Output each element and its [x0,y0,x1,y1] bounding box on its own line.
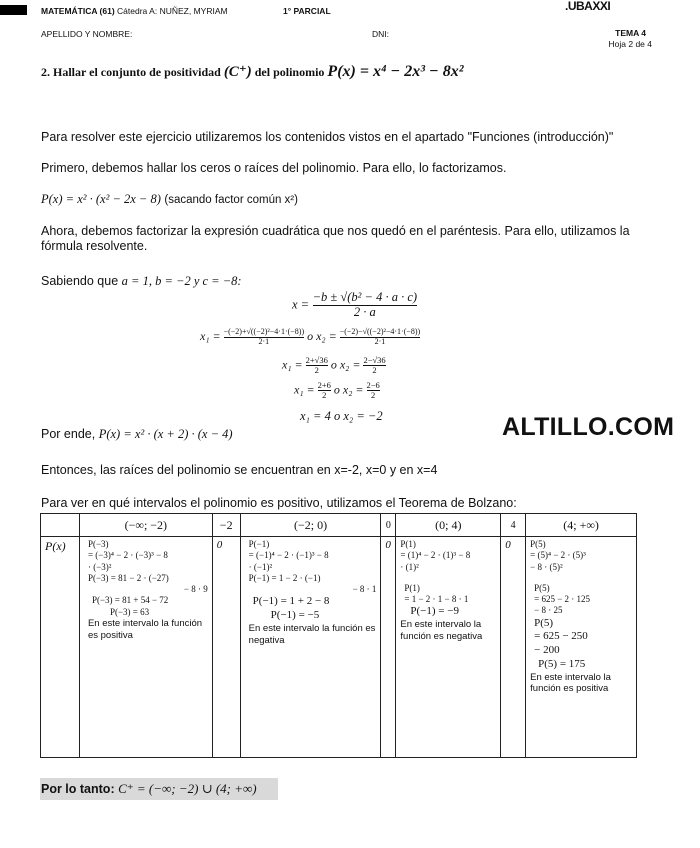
table-row [41,537,637,758]
l3-frac2 [363,356,385,376]
l2-frac1 [224,328,305,347]
knowing-text: Sabiendo que [41,274,119,288]
l2-n1: −(−2)+√((−2)²−4·1·(−8)) [223,327,305,336]
factor-math: P(x) = x² · (x² − 2x − 8) [41,192,161,206]
calc-line: P(−1) = −5 [270,609,320,621]
calc-line: · (−1)² [248,561,273,572]
interval-cell-2 [240,537,381,758]
formula-numerator: −b ± √(b² − 4 · a · c) [312,290,418,304]
calc-line: = (5)⁴ − 2 · (5)³ [530,550,586,561]
formula-lhs: x = [292,297,310,312]
calc-line: P(−1) = 1 + 2 − 8 [252,595,330,608]
calc-line: P(−3) = 81 + 54 − 72 [91,595,169,606]
calc-line: = (−1)⁴ − 2 · (−1)³ − 8 [248,550,329,561]
therefore-text: Por ende, [41,427,96,441]
l3-n1: 2+√36 [305,355,328,365]
calc-line: − 8 · 1 [352,584,377,594]
zero-cell: 0 [501,537,526,758]
l3-x1: x₁ = [282,357,303,372]
conclusion-label: Por lo tanto: [41,782,115,796]
calc-line: = 625 − 2 · 125 [534,594,591,604]
l2-frac2 [340,328,421,347]
interval-cell-4 [526,537,637,758]
therefore-math: P(x) = x² · (x + 2) · (x − 4) [98,427,233,441]
header-cell: (0; 4) [396,514,501,537]
calc-line: − 8 · (5)² [530,561,563,572]
calc-line: P(−3) [87,539,109,549]
calc-line: = (1)⁴ − 2 · (1)³ − 8 [400,550,471,561]
calc-line: P(5) [534,582,550,593]
l2-x1: x₁ = [200,329,221,344]
dni-label: DNI: [372,29,389,39]
paragraph-first: Primero, debemos hallar los ceros o raíces del polinomio. Para ello, lo factorizamos. [41,161,507,175]
header-cell: 4 [501,514,526,537]
exam-title: 1° PARCIAL [283,6,331,16]
header-cell: (4; +∞) [526,514,637,537]
calc-line: · (−3)² [87,561,112,572]
paragraph-quadratic: Ahora, debemos factorizar la expresión cuadrática que nos quedó en el paréntesis. Para ello, utilizamos la fórmula resolvente. [41,224,630,253]
zero-cell: 0 [212,537,240,758]
calc-line: = 1 − 2 · 1 − 8 · 1 [404,594,469,604]
name-label: APELLIDO Y NOMBRE: [41,29,133,39]
l3-frac1 [306,356,328,376]
l3-d1: 2 [306,365,328,375]
header-cell: 0 [381,514,396,537]
formula-line-5: x₁ = 4 o x₂ = −2 [300,409,383,423]
l4-x1: x₁ = [294,382,315,397]
l2-or: o x₂ = [307,329,337,344]
paragraph-bolzano: Para ver en qué intervalos el polinomio es positivo, utilizamos el Teorema de Bolzano: [41,496,517,510]
problem-cplus: (C⁺) [223,64,252,80]
row-label: P(x) [41,537,80,758]
header-cell [41,514,80,537]
header-black-bar [0,5,27,15]
interval-note: En este intervalo la función es positiva [87,617,203,641]
l4-or: o x₂ = [333,382,364,397]
tema-label: TEMA 4 [615,28,646,38]
calc-line: P(5) [530,539,546,549]
calc-line: P(1) [404,582,420,593]
l3-n2: 2−√36 [363,355,386,365]
hoja-label: Hoja 2 de 4 [608,39,652,49]
paragraph-knowing [41,274,242,289]
l2-d2: 2·1 [340,337,421,347]
l4-d1: 2 [318,390,331,400]
calc-line: P(−1) [248,539,270,549]
calc-line: − 8 · 9 [183,584,208,594]
problem-poly: P(x) = x⁴ − 2x³ − 8x² [327,63,464,80]
interval-note: En este intervalo la función es positiva [530,671,611,695]
l4-n2: 2−6 [366,380,380,390]
header-cell: −2 [212,514,240,537]
formula-denominator: 2 · a [313,305,417,320]
l3-or: o x₂ = [330,357,361,372]
calc-line: P(−3) = 63 [109,606,150,617]
calc-line: − 200 [534,644,560,656]
interval-cell-1 [79,537,212,758]
problem-mid: del polinomio [254,65,325,79]
paragraph-therefore [41,427,233,442]
header-cell: (−2; 0) [240,514,381,537]
zero-cell: 0 [381,537,396,758]
problem-text: 2. Hallar el conjunto de positividad [41,65,221,79]
subject: MATEMÁTICA (61) [41,6,115,16]
l4-d2: 2 [367,390,380,400]
calc-line: · (1)² [400,561,419,572]
conclusion [41,781,257,797]
formula-fraction [313,291,417,320]
conclusion-math: C⁺ = (−∞; −2) ∪ (4; +∞) [118,781,257,796]
calc-line: P(5) = 175 [538,657,586,670]
factor-text: (sacando factor común x²) [164,194,298,206]
calc-line: = 625 − 250 [534,630,588,643]
calc-line: P(1) [400,539,416,549]
formula-line-3 [282,356,386,376]
calc-line: P(−3) = 81 − 2 · (−27) [87,572,169,583]
paragraph-intro: Para resolver este ejercicio utilizaremos los contenidos vistos en el apartado "Funciones (introducción)" [41,130,614,144]
l2-d1: 2·1 [224,337,305,347]
uba-logo: .UBAXXI [565,0,611,13]
calc-line: − 8 · 25 [534,605,563,616]
header-cell: (−∞; −2) [79,514,212,537]
l4-frac2 [367,381,380,401]
l2-n2: −(−2)−√((−2)²−4·1·(−8)) [339,327,421,336]
knowing-math: a = 1, b = −2 y c = −8: [121,274,242,288]
paragraph-roots: Entonces, las raíces del polinomio se encuentran en x=-2, x=0 y en x=4 [41,463,438,477]
interval-note: En este intervalo la función es negativa [400,619,483,642]
formula-line-2 [200,328,420,347]
catedra: Cátedra A: NUÑEZ, MYRIAM [117,6,228,16]
header-subject-line [41,6,228,16]
interval-cell-3 [396,537,501,758]
paragraph-factor [41,192,298,207]
resolvent-formula [292,291,417,320]
calc-line: P(−1) = −9 [410,605,459,618]
l4-frac1 [318,381,331,401]
formula-line-4 [294,381,380,401]
watermark-altillo: ALTILLO.COM [502,413,675,441]
calc-line: = (−3)⁴ − 2 · (−3)³ − 8 [87,550,168,561]
calc-line: P(5) [534,616,554,629]
bolzano-table [40,513,637,758]
table-header-row [41,514,637,537]
interval-note: En este intervalo la función es negativa [248,622,376,646]
calc-line: P(−1) = 1 − 2 · (−1) [248,572,321,583]
problem-statement [41,62,464,81]
l4-n1: 2+6 [317,380,331,390]
l3-d2: 2 [363,365,385,375]
